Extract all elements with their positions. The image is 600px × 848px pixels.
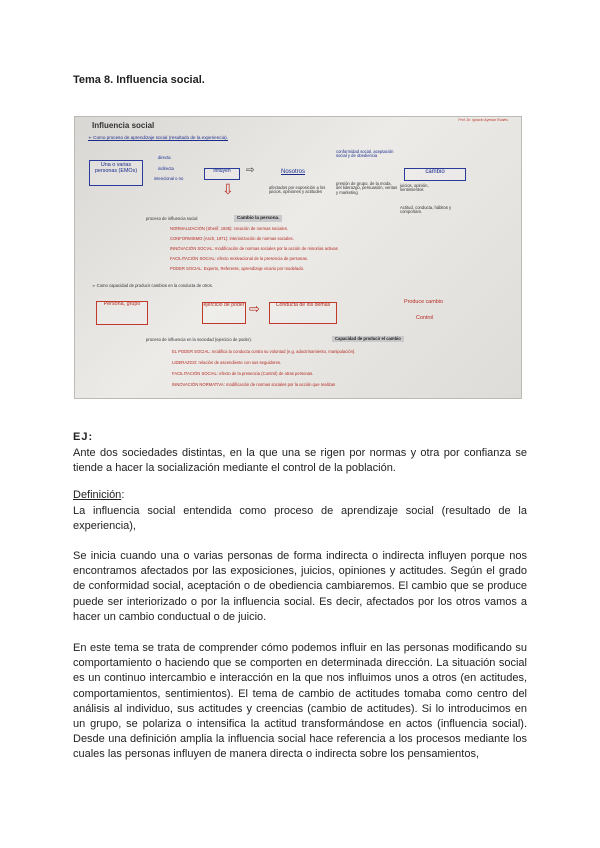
down-arrow-icon: ⇩ [222, 181, 234, 197]
definition-label-text: Definición [73, 489, 122, 501]
text-presion: presión de grupo, de la moda, del liderazgo, persuasión, ventas y marketing [336, 181, 398, 195]
example-text: Ante dos sociedades distintas, en la que una se rigen por normas y otra por confianza se tiende a hacer la socialización mediante el control de la población. [73, 447, 527, 475]
bullet-normalizacion: NORMALIZACIÓN (Sherif, 1935): creación de normas sociales. [170, 226, 288, 231]
box-cambio: cambio [404, 168, 466, 181]
bullet-conformismo: CONFORMISMO (Asch, 1971): interiorización de normas sociales. [170, 236, 294, 241]
page-title: Tema 8. Influencia social. [73, 74, 205, 86]
text-afectados: afectados por exposición a los juicios, opiniones y actitudes [269, 185, 326, 195]
paragraph-2: En este tema se trata de comprender cómo podemos influir en las personas modificando su comportamiento o haciendo que se comporten en determinada dirección. La situación social es un continuo intercambio e interacción en la que nos influimos unos a otros (en actitudes, comportamientos, sentimientos). El tema de cambio de actitudes tomaba como centro del análisis al individuo, sus actitudes y creencias (cambio de actitudes). Si lo introducimos en un grupo, se polariza o intensifica la actitud transformándose en actos (influencia social). Desde una definición amplia la influencia social hace referencia a los procesos mediante los cuales las personas influyen de manera directa o indirecta sobre los pensamientos, [73, 642, 527, 761]
text-proceso-2: proceso de influencia en la sociedad (ejercicio de poder). [146, 337, 252, 342]
definition-text: La influencia social entendida como proceso de aprendizaje social (resultado de la experiencia), [73, 505, 527, 533]
bullet-facilitacion-2: FACILITACIÓN SOCIAL: efecto de la presencia (Control) de otras personas. [172, 371, 314, 376]
slide-title: Influencia social [92, 121, 155, 130]
red-right-arrow-icon: ⇨ [249, 301, 260, 316]
lecture-slide-photo [74, 116, 522, 399]
bullet-poder: PODER SOCIAL: Experto, Referente, aprendizaje vicario por modelado. [170, 266, 305, 271]
bullet-innovacion: INNOVACIÓN SOCIAL: modificación de normas sociales por la acción de minorías activas [170, 246, 338, 251]
text-proceso: proceso de influencia social [146, 216, 198, 221]
definition-colon: : [121, 489, 125, 501]
label-intencional: intencional o no [154, 176, 184, 181]
text-cambio-desc: juicios, opinión, sentimientos [400, 183, 429, 193]
slide-subtitle: ➢ Como proceso de aprendizaje social (resultado de la experiencia). [88, 135, 228, 140]
arrow-right-icon: ⇨ [246, 165, 255, 176]
text-conformidad: conformidad social, aceptación social y de obediencia [336, 149, 394, 159]
bullet-poder-social: EL PODER SOCIAL: modifica la conducta contra su voluntad (e.g. adoctrinamiento, manipulación). [172, 349, 356, 354]
text-control: Control [416, 315, 434, 321]
text-cambio-desc2: Actitud, conducta, hábitos y comportam. [400, 205, 452, 215]
bullet-innovacion-normativa: INNOVACIÓN NORMATIVA: modificación de normas sociales por la acción que realizan [172, 382, 336, 387]
box-conducta: Conducta de los demás [269, 302, 337, 324]
slide-author: Prof. Dr. Ignacio Ayestar Ruales [458, 118, 508, 122]
label-nosotros: Nosotros [281, 169, 306, 175]
box-personas: Una o varias personas (EMOs) [89, 160, 143, 186]
bullet-liderazgo: LIDERAZGO: relación de ascendiente con sus seguidores. [172, 360, 282, 365]
label-directa: directa [158, 155, 171, 160]
text-produce-cambio: Produce cambio [404, 299, 443, 305]
example-heading: EJ: [73, 431, 94, 443]
highlight-cambio-persona: Cambio la persona. [234, 215, 282, 222]
box-persona-grupo: Persona, grupo [96, 301, 148, 325]
box-influyen: influyen [204, 168, 240, 180]
box-ejercicio: ejercicio de poder [202, 302, 246, 324]
label-indirecta: indirecta [158, 166, 174, 171]
slide-subtitle-2: ➢ Como capacidad de producir cambios en la conducta de otros. [92, 283, 213, 288]
paragraph-1: Se inicia cuando una o varias personas de forma indirecta o indirecta influyen porque nos encontramos afectados por las exposiciones, juicios, opiniones y actitudes. Según el grado de conformidad social, aceptación o de obediencia cambiaremos. El cambio que se produce puede ser interiorizado o por la influencia social. Es decir, afectados por los otros vamos a hacer un cambio conductual o de juicio. [73, 550, 527, 623]
definition-label [73, 489, 124, 501]
bullet-facilitacion: FACILITACIÓN SOCIAL: efecto motivacional de la presencia de personas. [170, 256, 308, 261]
highlight-capacidad: Capacidad de producir el cambio [332, 336, 404, 342]
